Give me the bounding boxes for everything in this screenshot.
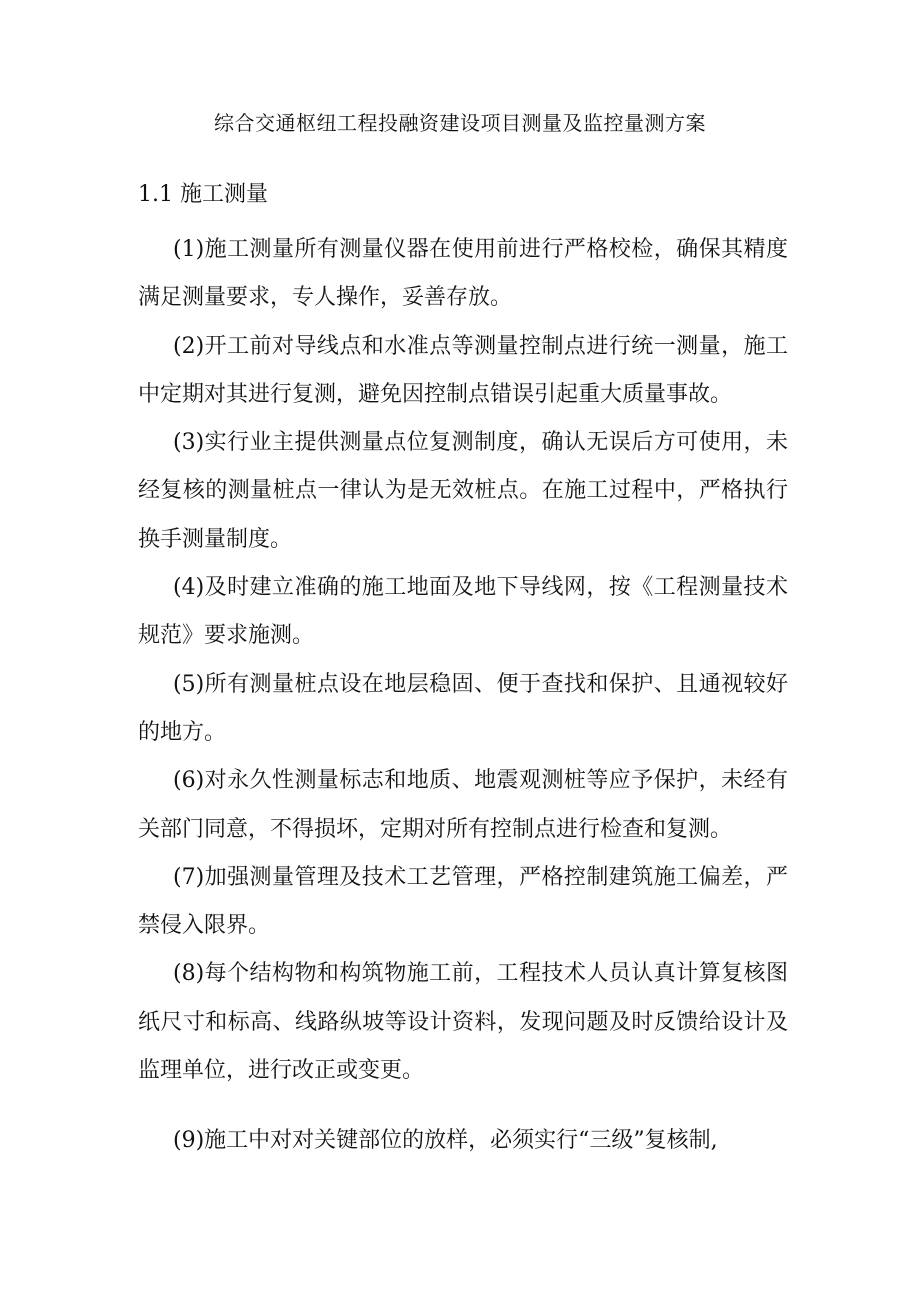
paragraph-2: (2)开工前对导线点和水准点等测量控制点进行统一测量，施工中定期对其进行复测，避免因控制点错误引起重大质量事故。 — [138, 333, 788, 407]
paragraph-6: (6)对永久性测量标志和地质、地震观测桩等应予保护，未经有关部门同意，不得损坏，定期对所有控制点进行检查和复测。 — [138, 768, 788, 842]
section-heading: 1.1 施工测量 — [138, 182, 268, 207]
paragraph-8: (8)每个结构物和构筑物施工前，工程技术人员认真计算复核图纸尺寸和标高、线路纵坡等设计资料，发现问题及时反馈给设计及监理单位，进行改正或变更。 — [138, 961, 788, 1084]
paragraph-7: (7)加强测量管理及技术工艺管理，严格控制建筑施工偏差，严禁侵入限界。 — [138, 864, 788, 939]
paragraph-5: (5)所有测量桩点设在地层稳固、便于查找和保护、且通视较好的地方。 — [138, 671, 788, 745]
paragraph-1: (1)施工测量所有测量仪器在使用前进行严格校检，确保其精度满足测量要求，专人操作，妥善存放。 — [138, 237, 788, 311]
document-title: 综合交通枢纽工程投融资建设项目测量及监控量测方案 — [214, 111, 706, 135]
paragraph-9: (9)施工中对对关键部位的放样，必须实行“三级”复核制, — [173, 1128, 718, 1154]
paragraph-4: (4)及时建立准确的施工地面及地下导线网，按《工程测量技术规范》要求施测。 — [138, 575, 788, 649]
document-body — [138, 226, 788, 1166]
paragraph-3: (3)实行业主提供测量点位复测制度，确认无误后方可使用，未经复核的测量桩点一律认为是无效桩点。在施工过程中，严格执行换手测量制度。 — [138, 430, 788, 552]
